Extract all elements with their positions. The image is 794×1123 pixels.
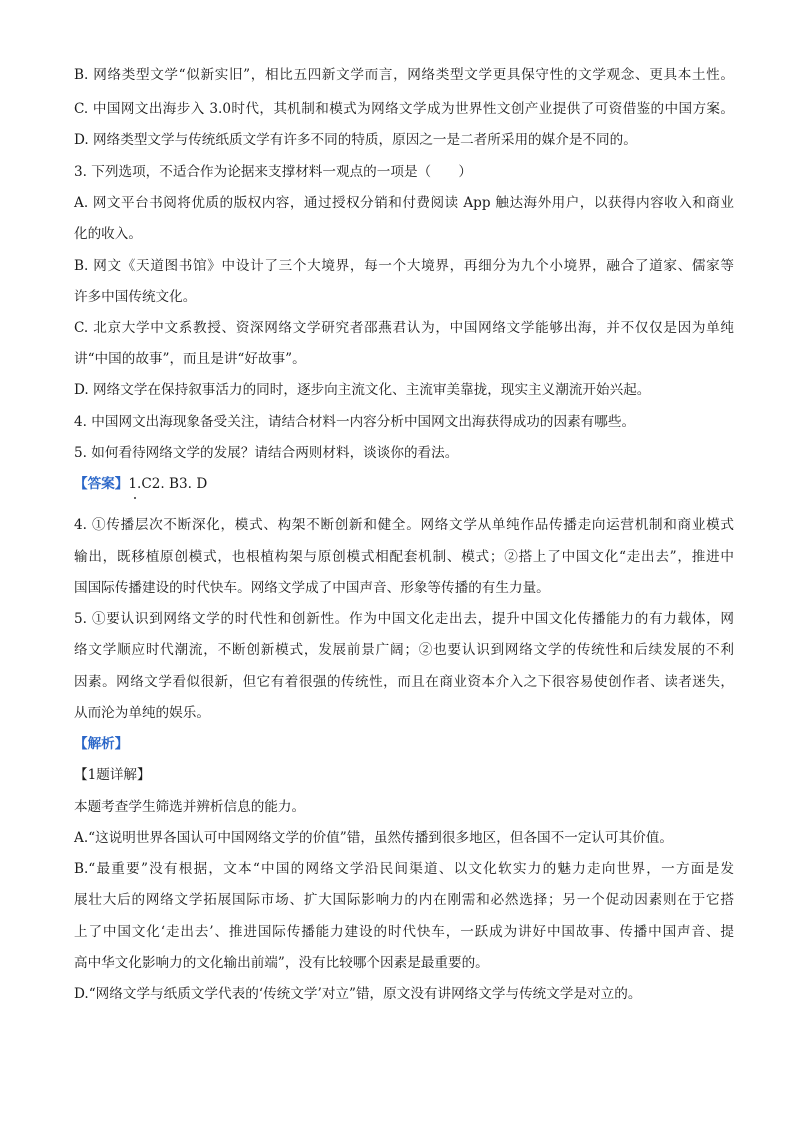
analysis-label: 【解析】 (74, 736, 129, 752)
analysis-intro: 本题考查学生筛选并辨析信息的能力。 (74, 799, 306, 815)
answer4-line2: 输出，既移植原创模式，也根植构架与原创模式相配套机制、模式；②搭上了中国文化“走出去”，推进中 (74, 549, 734, 565)
option-d-line: D. 网络类型文学与传统纸质文学有许多不同的特质，原因之一是二者所采用的媒介是不同的。 (74, 132, 637, 148)
analysis-a: A.“这说明世界各国认可中国网络文学的价值”错，虽然传播到很多地区，但各国不一定认可其价值。 (74, 830, 673, 846)
analysis-b-line2: 展壮大后的网络文学拓展国际市场、扩大国际影响力的内在刚需和必然选择；另一个促动因素则在于它搭 (74, 892, 734, 908)
answer-text: 1.C2. B3. D (128, 476, 208, 492)
option-c-line: C. 中国网文出海步入 3.0时代，其机制和模式为网络文学成为世界性文创产业提供了可资借鉴的中国方案。 (74, 101, 734, 117)
answer-label: 【答案】 (74, 476, 129, 492)
analysis-subheading: 【1题详解】 (74, 767, 151, 783)
q3-option-b-line1: B. 网文《天道图书馆》中设计了三个大境界，每一个大境界，再细分为九个小境界，融合了道家、儒家等 (74, 258, 734, 274)
answer5-line3: 因素。网络文学看似很新，但它有着很强的传统性，而且在商业资本介入之下很容易使创作者、读者迷失， (74, 674, 734, 690)
analysis-b-line1: B.“最重要”没有根据，文本“中国的网络文学沿民间渠道、以文化软实力的魅力走向世界，一方面是发 (74, 861, 734, 877)
analysis-b-line4: 高中华文化影响力的文化输出前端”，没有比较哪个因素是最重要的。 (74, 955, 489, 971)
q3-option-a-line1: A. 网文平台书阅将优质的版权内容，通过授权分销和付费阅读 App 触达海外用户，以获得内容收入和商业 (74, 195, 734, 211)
answer4-line3: 国国际传播建设的时代快车。网络文学成了中国声音、形象等传播的有生力量。 (74, 580, 550, 596)
answer5-line2: 络文学顺应时代潮流，不断创新模式，发展前景广阔；②也要认识到网络文学的传统性和后续发展的不利 (74, 642, 734, 658)
question-4: 4. 中国网文出海现象备受关注，请结合材料一内容分析中国网文出海获得成功的因素有哪些。 (74, 414, 636, 430)
option-b-line: B. 网络类型文学“似新实旧”，相比五四新文学而言，网络类型文学更具保守性的文学观念、更具本土性。 (74, 67, 734, 83)
answer5-line4: 从而沦为单纯的娱乐。 (74, 705, 210, 721)
q3-option-b-line2: 许多中国传统文化。 (74, 289, 197, 305)
q3-option-c-line1: C. 北京大学中文系教授、资深网络文学研究者邵燕君认为，中国网络文学能够出海，并不仅仅是因为单纯 (74, 320, 734, 336)
answer5-line1: 5. ①要认识到网络文学的时代性和创新性。作为中国文化走出去，提升中国文化传播能力的有力载体，网 (74, 611, 734, 627)
analysis-b-line3: 上了中国文化‘走出去’、推进国际传播能力建设的时代快车，一跃成为讲好中国故事、传播中国声音、提 (74, 924, 734, 940)
q3-option-c-line2: 讲“中国的故事”，而且是讲“好故事”。 (74, 351, 306, 367)
stray-dot (134, 497, 136, 499)
q3-option-a-line2: 化的收入。 (74, 226, 142, 242)
question-5: 5. 如何看待网络文学的发展？请结合两则材料，谈谈你的看法。 (74, 445, 459, 461)
question-3: 3. 下列选项，不适合作为论据来支撑材料一观点的一项是（ ） (74, 164, 472, 180)
analysis-d: D.“网络文学与纸质文学代表的‘传统文学’对立”错，原文没有讲网络文学与传统文学是对立的。 (74, 986, 642, 1002)
q3-option-d-line: D. 网络文学在保持叙事活力的同时，逐步向主流文化、主流审美靠拢，现实主义潮流开始兴起。 (74, 382, 651, 398)
answer4-line1: 4. ①传播层次不断深化，模式、构架不断创新和健全。网络文学从单纯作品传播走向运营机制和商业模式 (74, 517, 734, 533)
answer-line (74, 476, 734, 492)
